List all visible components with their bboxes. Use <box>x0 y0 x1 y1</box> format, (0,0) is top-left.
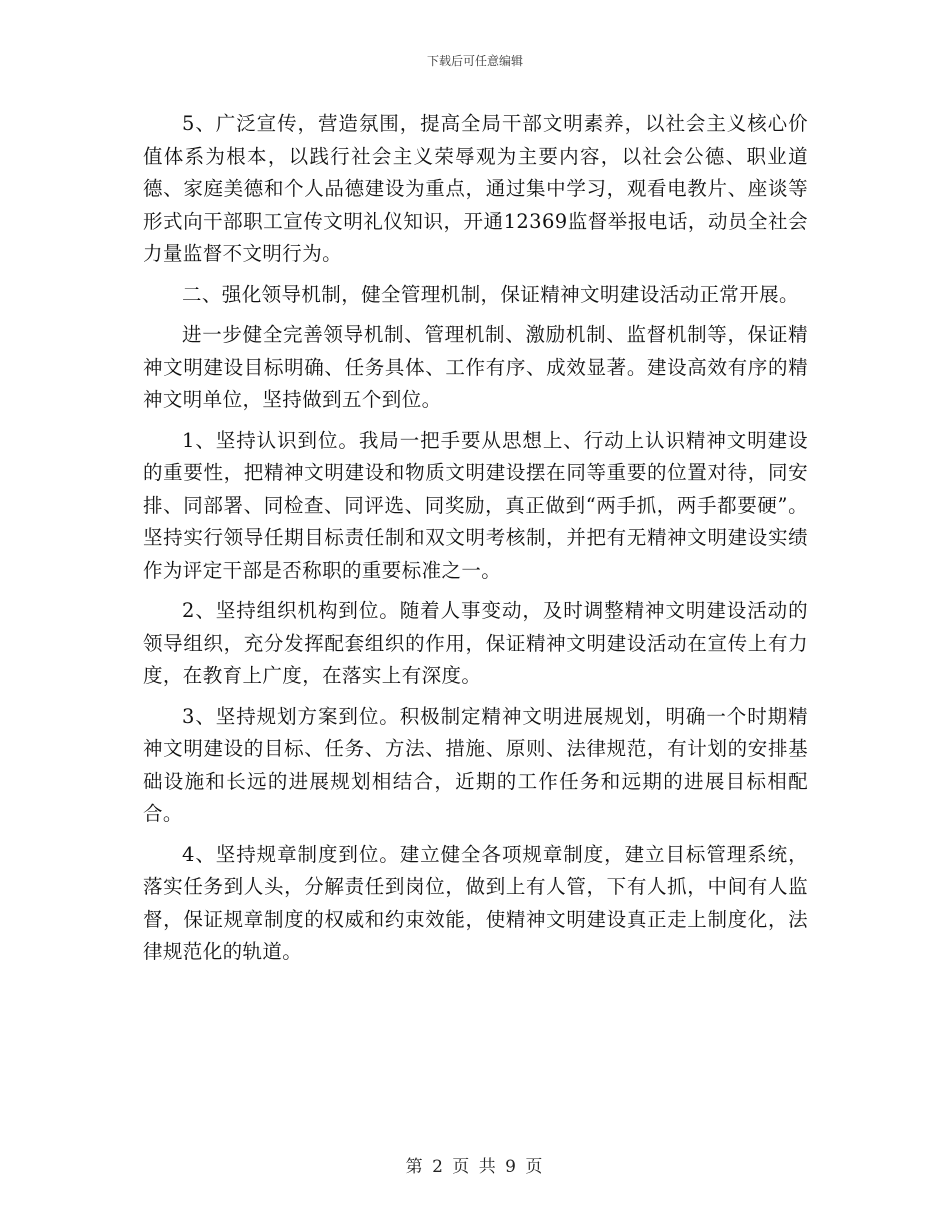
paragraph-2: 二、强化领导机制，健全管理机制，保证精神文明建设活动正常开展。 <box>182 282 799 306</box>
paragraph-6: 3、坚持规划方案到位。积极制定精神文明进展规划，明确一个时期精神文明建设的目标、任务、方法、措施、原则、法律规范，有计划的安排基础设施和长远的进展规划相结合，近期的工作任务和远期的进展目标相配合。 <box>143 704 808 825</box>
paragraph-3: 进一步健全完善领导机制、管理机制、激励机制、监督机制等，保证精神文明建设目标明确、任务具体、工作有序、成效显著。建设高效有序的精神文明单位，坚持做到五个到位。 <box>143 323 808 411</box>
paragraph-5: 2、坚持组织机构到位。随着人事变动，及时调整精神文明建设活动的领导组织，充分发挥配套组织的作用，保证精神文明建设活动在宣传上有力度，在教育上广度，在落实上有深度。 <box>143 599 808 687</box>
document-body <box>143 108 808 977</box>
paragraph-1: 5、广泛宣传，营造氛围，提高全局干部文明素养，以社会主义核心价值体系为根本，以践行社会主义荣辱观为主要内容，以社会公德、职业道德、家庭美德和个人品德建设为重点，通过集中学习，观看电教片、座谈等形式向干部职工宣传文明礼仪知识，开通12369监督举报电话，动员全社会力量监督不文明行为。 <box>143 112 808 265</box>
paragraph-4: 1、坚持认识到位。我局一把手要从思想上、行动上认识精神文明建设的重要性，把精神文明建设和物质文明建设摆在同等重要的位置对待，同安排、同部署、同检查、同评选、同奖励，真正做到“两手抓，两手都要硬”。坚持实行领导任期目标责任制和双文明考核制，并把有无精神文明建设实绩作为评定干部是否称职的重要标准之一。 <box>143 428 808 582</box>
page-header: 下载后可任意编辑 <box>426 54 523 68</box>
page-number: 第 2 页 共 9 页 <box>405 1157 545 1177</box>
paragraph-7: 4、坚持规章制度到位。建立健全各项规章制度，建立目标管理系统，落实任务到人头，分解责任到岗位，做到上有人管，下有人抓，中间有人监督，保证规章制度的权威和约束效能，使精神文明建设真正走上制度化，法律规范化的轨道。 <box>143 842 808 963</box>
